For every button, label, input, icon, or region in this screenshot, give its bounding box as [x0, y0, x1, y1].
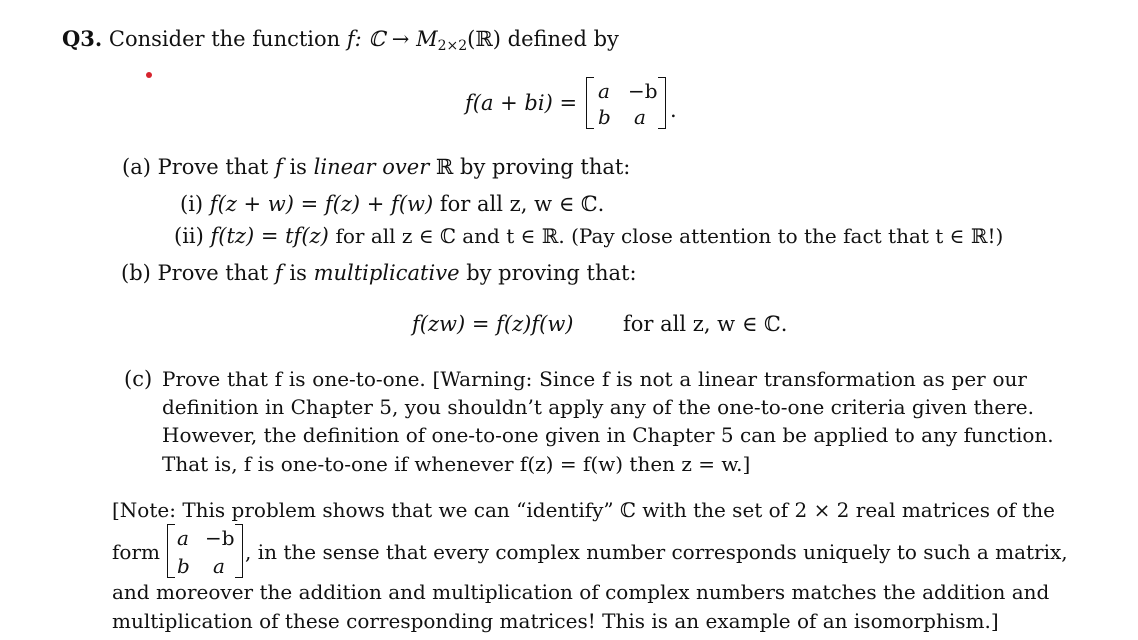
note-matrix-right-bracket [235, 524, 243, 578]
part-b-equation: f(zw) = f(z)f(w) [412, 312, 574, 336]
question-number: Q3. [62, 26, 103, 51]
question-heading [62, 28, 619, 53]
part-a-i [180, 194, 604, 215]
intro-text: Consider the function [108, 27, 341, 51]
part-a-text2: is [289, 155, 307, 179]
note-matrix-a12: −b [205, 526, 235, 550]
note-matrix-a11: a [177, 526, 189, 550]
matrix-right-bracket [658, 77, 666, 129]
part-a-text1: Prove that [157, 155, 269, 179]
part-b-emph: multiplicative [313, 261, 460, 285]
note-matrix [167, 524, 243, 578]
note-line2-tail: , in the sense that every complex number corresponds uniquely to such a matrix, [245, 540, 1068, 564]
part-b-text3: by proving that: [466, 261, 637, 285]
part-a-line [122, 157, 630, 178]
matrix-a22: a [634, 105, 646, 129]
part-b-f: f [274, 261, 283, 285]
part-b-equation-text: for all z, w ∈ ℂ. [623, 312, 788, 336]
note-matrix-a21: b [177, 554, 190, 578]
part-a-ii [174, 226, 1003, 247]
definition-lhs: f(a + bi) = [465, 91, 578, 115]
matrix-a21: b [598, 105, 611, 129]
part-a-ii-math: f(tz) = tf(z) [210, 224, 329, 248]
part-a-emph: linear over [313, 155, 430, 179]
part-b-text1: Prove that [157, 261, 269, 285]
part-a-f: f [274, 155, 283, 179]
intro-math: f: ℂ → M [346, 27, 438, 51]
part-a-i-text: for all z, w ∈ ℂ. [439, 192, 605, 216]
part-a-text3: ℝ by proving that: [435, 155, 631, 179]
part-c-line1: Prove that f is one-to-one. [Warning: Since f is not a linear transformation as per our [162, 367, 1027, 391]
part-a-label: (a) [122, 155, 151, 179]
note-matrix-a22: a [213, 554, 225, 578]
note-form: form [112, 540, 160, 564]
intro-sub: 2×2 [437, 38, 468, 54]
note-line4: multiplication of these corresponding matrices! This is an example of an isomorphism.] [112, 609, 999, 633]
definition-period: . [670, 98, 677, 122]
part-c-line2: definition in Chapter 5, you shouldn’t apply any of the one-to-one criteria given there. [162, 395, 1034, 419]
part-a-ii-label: (ii) [174, 224, 204, 248]
note-line1: [Note: This problem shows that we can “identify” ℂ with the set of 2 × 2 real matrices of the [112, 498, 1055, 522]
part-c-label: (c) [124, 367, 153, 391]
matrix-a12: −b [628, 79, 658, 103]
note-line3: and moreover the addition and multiplication of complex numbers matches the addition and [112, 580, 1050, 604]
matrix-a11: a [598, 79, 610, 103]
definition-matrix [586, 77, 666, 129]
part-a-i-label: (i) [180, 192, 204, 216]
part-c-line4: That is, f is one-to-one if whenever f(z) = f(w) then z = w.] [162, 452, 751, 476]
part-b-line [121, 263, 637, 284]
part-b-label: (b) [121, 261, 151, 285]
part-c-line3: However, the definition of one-to-one given in Chapter 5 can be applied to any function. [162, 423, 1054, 447]
part-b-text2: is [289, 261, 307, 285]
intro-tail: (ℝ) defined by [467, 27, 619, 51]
red-dot-marker [146, 72, 152, 78]
part-a-i-math: f(z + w) = f(z) + f(w) [209, 192, 434, 216]
note-matrix-left-bracket [167, 524, 175, 578]
part-a-ii-text: for all z ∈ ℂ and t ∈ ℝ. (Pay close attention to the fact that t ∈ ℝ!) [335, 224, 1004, 248]
matrix-left-bracket [586, 77, 594, 129]
